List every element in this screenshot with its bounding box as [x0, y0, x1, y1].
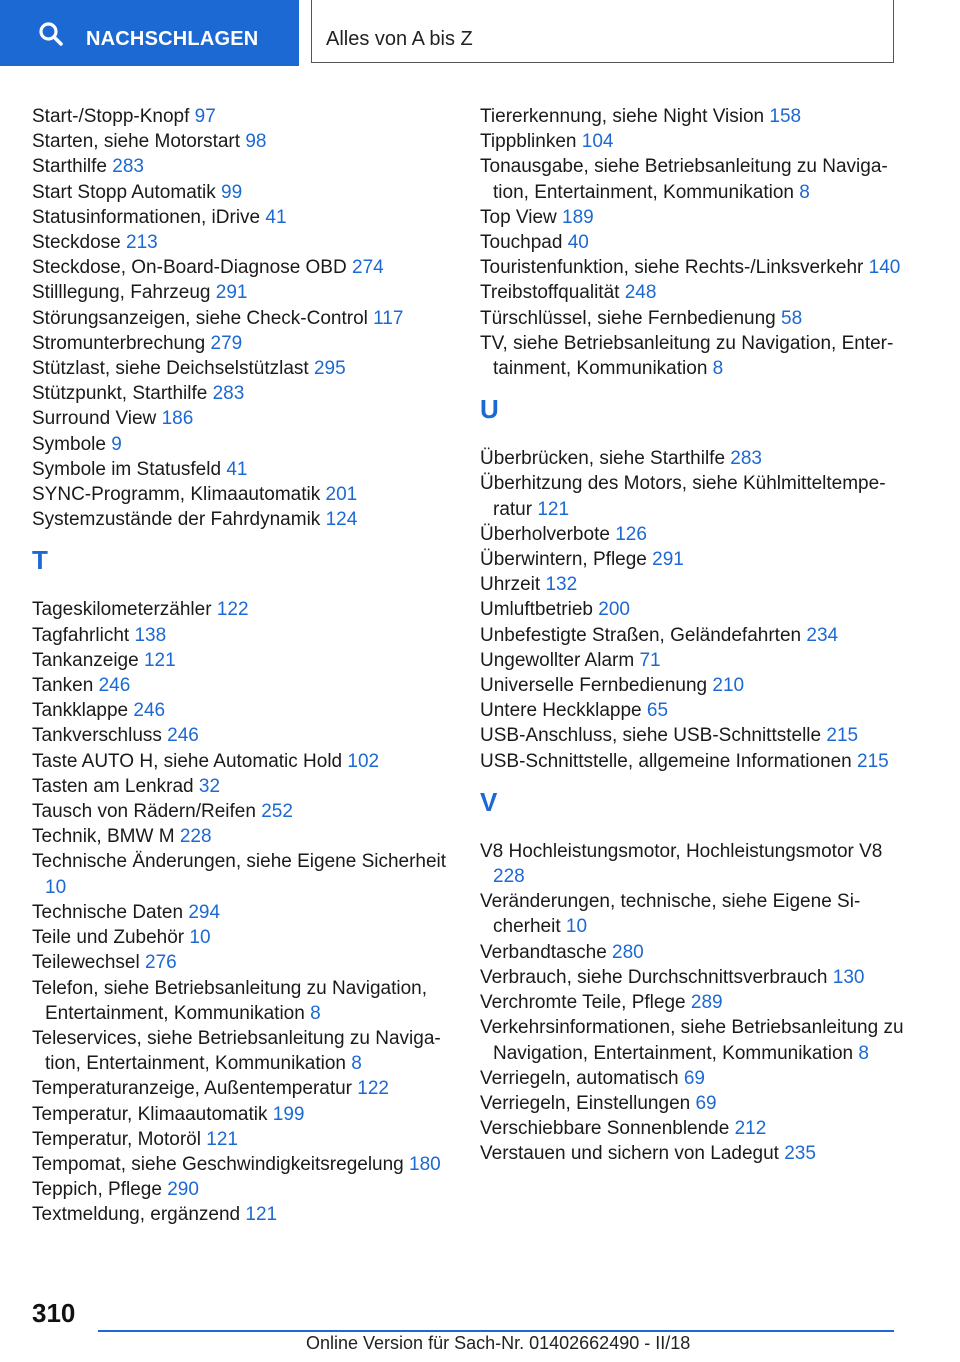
- index-entry: [32, 698, 452, 723]
- index-entry: [480, 446, 910, 471]
- index-letter-heading: T: [32, 545, 48, 576]
- index-entry: [32, 381, 452, 406]
- page-reference-link[interactable]: 228: [493, 866, 525, 888]
- index-entry: [480, 522, 910, 547]
- index-entry-term: Tanken: [32, 675, 94, 697]
- page-reference-link[interactable]: 294: [188, 901, 221, 923]
- index-entry: [480, 1066, 910, 1091]
- index-entry-term: Überwintern, Pflege: [480, 549, 647, 571]
- page-reference-link[interactable]: 280: [612, 941, 644, 963]
- page-reference-link[interactable]: 69: [695, 1092, 717, 1114]
- index-entry-term: Textmeldung, ergänzend: [32, 1204, 241, 1226]
- index-entry: [32, 1076, 452, 1101]
- index-entry: [32, 507, 452, 532]
- page-reference-link[interactable]: 186: [161, 408, 194, 430]
- index-entry-term: Steckdose, On-Board-Diagnose OBD: [32, 257, 347, 279]
- index-entry-term: Teleservices, siehe Betriebsanleitung zu Navigation, Entertainment, Kommunikation: [32, 1027, 441, 1075]
- index-entry: [480, 471, 910, 521]
- index-entry-term: Tonausgabe, siehe Betriebsanleitung zu Navigation, Entertainment, Kommunikation: [480, 156, 888, 203]
- index-entry-term: USB-Anschluss, siehe USB-Schnittstelle: [480, 725, 822, 747]
- index-entry: [32, 1202, 452, 1227]
- index-entry: [480, 990, 910, 1015]
- index-entry-term: Verkehrsinformationen, siehe Betriebsanleitung zu Navigation, Entertainment, Kommunikation: [480, 1017, 904, 1064]
- index-entry-term: Top View: [480, 206, 557, 228]
- page-reference-link[interactable]: 283: [112, 156, 144, 178]
- index-entry-term: Tempomat, siehe Geschwindigkeitsregelung: [32, 1153, 404, 1175]
- page-reference-link[interactable]: 99: [221, 181, 243, 203]
- index-entry: [32, 774, 452, 799]
- index-entry-term: Technik, BMW M: [32, 826, 175, 848]
- page-reference-link[interactable]: 10: [45, 876, 67, 898]
- index-entry-term: Tankanzeige: [32, 649, 139, 671]
- index-entry-term: USB-Schnittstelle, allgemeine Informationen: [480, 750, 852, 772]
- page-reference-link[interactable]: 10: [565, 916, 588, 938]
- page-reference-link[interactable]: 8: [310, 1002, 321, 1024]
- index-entry: [480, 698, 910, 723]
- page-reference-link[interactable]: 295: [313, 358, 346, 380]
- page-reference-link[interactable]: 279: [210, 332, 243, 354]
- page-reference-link[interactable]: 274: [352, 257, 384, 279]
- index-entry: [480, 673, 910, 698]
- index-entry: [32, 356, 452, 381]
- page-reference-link[interactable]: 121: [143, 649, 176, 671]
- page-reference-link[interactable]: 291: [652, 549, 684, 571]
- index-entry: [32, 1102, 452, 1127]
- page-reference-link[interactable]: 291: [215, 282, 248, 304]
- index-entry-term: Statusinformationen, iDrive: [32, 206, 261, 228]
- page-reference-link[interactable]: 130: [832, 966, 865, 988]
- page-reference-link[interactable]: 122: [216, 599, 249, 621]
- page-reference-link[interactable]: 235: [784, 1143, 816, 1165]
- index-entry: [32, 255, 452, 280]
- page-reference-link[interactable]: 69: [683, 1067, 705, 1089]
- index-entry: [480, 280, 910, 305]
- index-entry: [32, 457, 452, 482]
- index-column-left: [32, 104, 452, 1228]
- index-entry-term: Veränderungen, technische, siehe Eigene Sicherheit: [480, 891, 861, 938]
- index-entry-term: Uhrzeit: [480, 574, 541, 596]
- page-reference-link[interactable]: 213: [126, 232, 158, 254]
- index-entry: [32, 673, 452, 698]
- index-entry: [480, 723, 910, 748]
- index-entry-term: Überbrücken, siehe Starthilfe: [480, 448, 726, 470]
- index-entry-term: Touristenfunktion, siehe Rechts-/Linksverkehr: [480, 257, 864, 279]
- index-entry-term: Symbole: [32, 433, 106, 455]
- page-reference-link[interactable]: 200: [598, 599, 630, 621]
- page-reference-link[interactable]: 234: [806, 624, 839, 646]
- index-entry: [480, 1116, 910, 1141]
- page-reference-link[interactable]: 121: [245, 1204, 278, 1226]
- index-entry: [480, 623, 910, 648]
- page-reference-link[interactable]: 58: [781, 307, 803, 329]
- index-entry: [480, 205, 910, 230]
- index-entry: [32, 749, 452, 774]
- page-reference-link[interactable]: 252: [261, 801, 293, 823]
- index-entry-term: Stromunterbrechung: [32, 332, 206, 354]
- footer-divider: [98, 1330, 894, 1332]
- search-tab-label: NACHSCHLAGEN: [86, 28, 259, 50]
- index-entry: [32, 331, 452, 356]
- index-entry: [480, 255, 910, 280]
- index-entry-term: Störungsanzeigen, siehe Check-Control: [32, 307, 368, 329]
- index-entry-term: Starten, siehe Motorstart: [32, 131, 241, 153]
- page-reference-link[interactable]: 32: [198, 775, 221, 797]
- index-entry: [32, 1026, 452, 1076]
- index-entry-term: Tausch von Rädern/Reifen: [32, 801, 256, 823]
- section-title-box: [311, 0, 894, 63]
- index-entry: [32, 482, 452, 507]
- page-reference-link[interactable]: 228: [179, 826, 212, 848]
- index-entry: [480, 572, 910, 597]
- index-entry: [480, 306, 910, 331]
- page-reference-link[interactable]: 126: [615, 523, 647, 545]
- index-entry-term: Universelle Fernbedienung: [480, 675, 708, 697]
- page-reference-link[interactable]: 117: [373, 307, 404, 329]
- index-entry: [480, 889, 910, 939]
- index-entry: [32, 950, 452, 975]
- index-entry-term: Verbrauch, siehe Durchschnittsverbrauch: [480, 966, 828, 988]
- index-entry: [32, 1177, 452, 1202]
- index-entry-term: Ungewollter Alarm: [480, 649, 635, 671]
- index-entry-term: Treibstoffqualität: [480, 282, 620, 304]
- index-entry-term: Verbandtasche: [480, 941, 607, 963]
- page-reference-link[interactable]: 122: [357, 1078, 389, 1100]
- index-entry-term: Stützlast, siehe Deichselstützlast: [32, 358, 309, 380]
- index-entry: [32, 129, 452, 154]
- page-reference-link[interactable]: 97: [194, 106, 216, 127]
- page-reference-link[interactable]: 71: [639, 649, 661, 671]
- page-reference-link[interactable]: 8: [351, 1053, 362, 1075]
- index-letter-heading: V: [480, 786, 498, 817]
- page-reference-link[interactable]: 158: [769, 106, 802, 127]
- index-entry: [32, 432, 452, 457]
- index-entry: [480, 839, 910, 889]
- index-entry-term: Technische Änderungen, siehe Eigene Sicherheit: [32, 851, 447, 873]
- index-entry: [32, 723, 452, 748]
- index-entry-term: Taste AUTO H, siehe Automatic Hold: [32, 750, 343, 772]
- index-entry-term: Temperatur, Klimaautomatik: [32, 1103, 268, 1125]
- index-entry: [32, 154, 452, 179]
- index-entry-term: Tageskilometerzähler: [32, 599, 212, 621]
- page-reference-link[interactable]: 102: [347, 750, 380, 772]
- page-header: [0, 0, 960, 66]
- index-entry: [480, 940, 910, 965]
- page-reference-link[interactable]: 8: [712, 358, 724, 380]
- index-entry: [32, 180, 452, 205]
- section-title: Alles von A bis Z: [326, 28, 473, 50]
- search-icon: [38, 21, 64, 47]
- index-entry-term: Symbole im Statusfeld: [32, 458, 222, 480]
- index-entry-term: Tagfahrlicht: [32, 624, 130, 646]
- page-reference-link[interactable]: 215: [857, 750, 889, 772]
- index-entry-term: Steckdose: [32, 232, 121, 254]
- index-entry: [480, 129, 910, 154]
- index-entry-term: Touchpad: [480, 232, 563, 254]
- index-entry-term: Umluftbetrieb: [480, 599, 593, 621]
- page-reference-link[interactable]: 8: [858, 1042, 869, 1064]
- index-entry: [32, 306, 452, 331]
- index-entry: [32, 104, 452, 129]
- page-reference-link[interactable]: 65: [646, 700, 669, 722]
- index-entry: [32, 925, 452, 950]
- index-entry: [480, 1015, 910, 1065]
- index-entry-term: Technische Daten: [32, 901, 184, 923]
- page-reference-link[interactable]: 40: [567, 232, 589, 254]
- page-reference-link[interactable]: 132: [545, 574, 578, 596]
- index-entry-term: V8 Hochleistungsmotor, Hochleistungsmotor V8: [480, 840, 883, 862]
- index-entry: [480, 597, 910, 622]
- index-entry: [480, 547, 910, 572]
- index-entry: [32, 900, 452, 925]
- index-entry: [480, 331, 910, 381]
- index-entry-term: Tiererkennung, siehe Night Vision: [480, 106, 765, 127]
- index-entry: [32, 799, 452, 824]
- page-reference-link[interactable]: 246: [98, 675, 131, 697]
- index-entry-term: Tankklappe: [32, 700, 129, 722]
- index-entry-term: SYNC-Programm, Klimaautomatik: [32, 484, 321, 506]
- index-entry: [32, 623, 452, 648]
- page-reference-link[interactable]: 9: [111, 433, 122, 455]
- page-reference-link[interactable]: 104: [581, 131, 614, 153]
- index-entry-term: Start-/Stopp-Knopf: [32, 106, 190, 127]
- page-reference-link[interactable]: 98: [245, 131, 267, 153]
- index-column-right: [480, 104, 910, 1167]
- index-entry: [480, 965, 910, 990]
- index-entry: [32, 280, 452, 305]
- page-reference-link[interactable]: 189: [562, 206, 594, 228]
- index-entry-term: Stilllegung, Fahrzeug: [32, 282, 211, 304]
- index-entry: [480, 230, 910, 255]
- page-reference-link[interactable]: 41: [265, 206, 287, 228]
- page-reference-link[interactable]: 138: [134, 624, 167, 646]
- index-entry-term: Verschiebbare Sonnenblende: [480, 1118, 730, 1140]
- index-letter-heading: U: [480, 394, 499, 425]
- index-entry: [480, 104, 910, 129]
- index-entry-term: Unbefestigte Straßen, Geländefahrten: [480, 624, 802, 646]
- index-entry-term: Tankverschluss: [32, 725, 162, 747]
- index-entry-term: Verchromte Teile, Pflege: [480, 992, 686, 1014]
- page-reference-link[interactable]: 41: [226, 458, 248, 480]
- index-entry-term: Verriegeln, automatisch: [480, 1067, 679, 1089]
- index-entry-term: Tippblinken: [480, 131, 577, 153]
- index-entry-term: Teile und Zubehör: [32, 927, 185, 949]
- index-entry-term: Überhitzung des Motors, siehe Kühlmitteltemperatur: [480, 473, 886, 520]
- index-entry-term: Start Stopp Automatik: [32, 181, 216, 203]
- page-reference-link[interactable]: 212: [734, 1118, 767, 1140]
- page-reference-link[interactable]: 283: [212, 383, 245, 405]
- index-entry: [32, 1152, 452, 1177]
- index-entry-term: Überholverbote: [480, 523, 610, 545]
- page-reference-link[interactable]: 8: [799, 181, 810, 203]
- index-entry-term: TV, siehe Betriebsanleitung zu Navigation, Entertainment, Kommunikation: [480, 332, 894, 380]
- index-entry-term: Verriegeln, Einstellungen: [480, 1092, 691, 1114]
- page-reference-link[interactable]: 215: [826, 725, 859, 747]
- index-entry-term: Türschlüssel, siehe Fernbedienung: [480, 307, 776, 329]
- page-reference-link[interactable]: 290: [167, 1179, 199, 1201]
- index-entry-term: Tasten am Lenkrad: [32, 775, 194, 797]
- page-reference-link[interactable]: 124: [325, 509, 358, 531]
- index-entry: [480, 154, 910, 204]
- page-reference-link[interactable]: 276: [145, 952, 177, 974]
- page-reference-link[interactable]: 246: [133, 700, 166, 722]
- index-entry: [32, 597, 452, 622]
- index-entry-term: Stützpunkt, Starthilfe: [32, 383, 208, 405]
- index-entry: [32, 849, 452, 899]
- page-reference-link[interactable]: 180: [409, 1153, 441, 1175]
- page-reference-link[interactable]: 121: [206, 1128, 238, 1150]
- index-entry: [480, 749, 910, 774]
- index-entry: [32, 230, 452, 255]
- page-reference-link[interactable]: 283: [730, 448, 762, 470]
- index-entry-term: Temperaturanzeige, Außentemperatur: [32, 1078, 353, 1100]
- index-entry: [32, 406, 452, 431]
- index-entry: [32, 976, 452, 1026]
- index-entry: [32, 205, 452, 230]
- index-entry-term: Surround View: [32, 408, 157, 430]
- index-entry-term: Teilewechsel: [32, 952, 140, 974]
- index-entry: [480, 648, 910, 673]
- index-entry-term: Telefon, siehe Betriebsanleitung zu Navigation, Entertainment, Kommunikation: [32, 977, 428, 1024]
- search-tab-button[interactable]: [0, 0, 299, 66]
- page-reference-link[interactable]: 201: [325, 484, 358, 506]
- index-entry-term: Starthilfe: [32, 156, 107, 178]
- index-entry: [32, 1127, 452, 1152]
- page-reference-link[interactable]: 248: [624, 282, 657, 304]
- index-entry-term: Temperatur, Motoröl: [32, 1128, 201, 1150]
- index-entry: [32, 648, 452, 673]
- page-reference-link[interactable]: 10: [189, 927, 211, 949]
- index-entry: [480, 1141, 910, 1166]
- index-entry: [480, 1091, 910, 1116]
- page-reference-link[interactable]: 140: [868, 257, 901, 279]
- index-entry-term: Untere Heckklappe: [480, 700, 642, 722]
- online-version-note: Online Version für Sach-Nr. 01402662490 - II/18: [306, 1333, 691, 1353]
- index-entry-term: Verstauen und sichern von Ladegut: [480, 1143, 779, 1165]
- index-entry: [32, 824, 452, 849]
- index-entry-term: Teppich, Pflege: [32, 1179, 162, 1201]
- page-number: 310: [32, 1298, 76, 1328]
- index-entry-term: Systemzustände der Fahrdynamik: [32, 509, 321, 531]
- page-reference-link[interactable]: 210: [712, 675, 745, 697]
- page-reference-link[interactable]: 246: [167, 725, 199, 747]
- page-reference-link[interactable]: 121: [537, 498, 570, 520]
- page-reference-link[interactable]: 289: [690, 992, 723, 1014]
- page-reference-link[interactable]: 199: [272, 1103, 305, 1125]
